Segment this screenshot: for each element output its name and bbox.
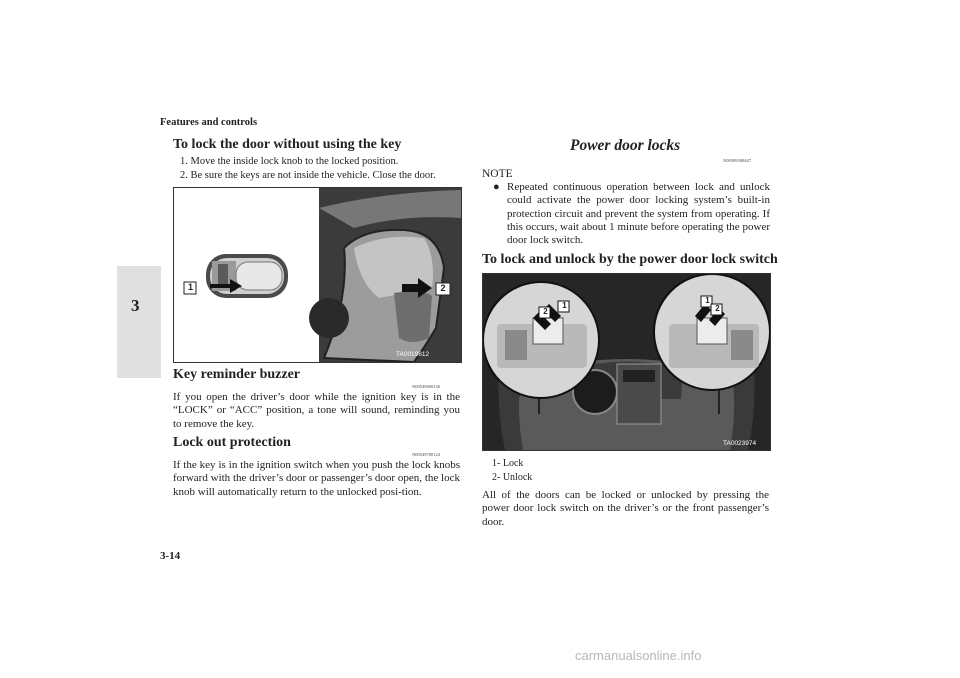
watermark: carmanualsonline.info (575, 648, 702, 663)
note-text: Repeated continuous operation between lock and unlock could activate the power door locking system’s built-in protection circuit and prevent the system from operating. If this occurs, wait about 1 minute before operating the power door lock switch. (507, 181, 770, 247)
dashboard-illustration (483, 274, 770, 450)
callout-left-2: 2 (543, 307, 548, 316)
lock-out-code: N00549700124 (412, 452, 440, 457)
step-2: 2. Be sure the keys are not inside the vehicle. Close the door. (180, 170, 436, 181)
figure-id: TA0019812 (396, 351, 430, 358)
lock-without-key-heading: To lock the door without using the key (173, 137, 402, 152)
power-door-locks-code: N00509300447 (723, 158, 751, 163)
legend-unlock: 2- Unlock (492, 472, 533, 483)
callout-1: 1 (187, 282, 193, 292)
callout-right-1: 1 (705, 296, 710, 305)
running-head: Features and controls (160, 117, 258, 128)
door-lock-illustration (174, 188, 461, 362)
power-door-locks-title: Power door locks (570, 137, 681, 154)
lock-unlock-body: All of the doors can be locked or unlocked by pressing the power door lock switch on the driver’s or the front passenger’s door. (482, 489, 769, 528)
callout-right-2: 2 (715, 304, 720, 313)
door-lock-figure (173, 187, 462, 363)
power-lock-switch-figure (482, 273, 771, 451)
step-1: 1. Move the inside lock knob to the locked position. (180, 156, 399, 167)
chapter-tab (117, 266, 161, 378)
figure-id-2: TA0023974 (723, 440, 757, 447)
key-reminder-heading: Key reminder buzzer (173, 367, 301, 382)
lock-out-body: If the key is in the ignition switch when you push the lock knobs forward with the driver’s door or passenger’s door open, the lock knob will automatically return to the unlocked posi-tion. (173, 459, 460, 498)
lock-out-heading: Lock out protection (173, 435, 291, 450)
chapter-number: 3 (131, 296, 140, 315)
callout-2: 2 (440, 283, 446, 293)
callout-left-1: 1 (562, 301, 567, 310)
key-reminder-body: If you open the driver’s door while the ignition key is in the “LOCK” or “ACC” position, a tone will sound, reminding you to remove the key. (173, 391, 460, 430)
page-number: 3-14 (160, 550, 181, 562)
lock-unlock-heading: To lock and unlock by the power door lock switch (482, 252, 778, 267)
legend-lock: 1- Lock (492, 458, 524, 469)
key-reminder-code: N00549600136 (412, 384, 440, 389)
note-label: NOTE (482, 168, 513, 180)
note-bullet: ● (493, 181, 500, 193)
